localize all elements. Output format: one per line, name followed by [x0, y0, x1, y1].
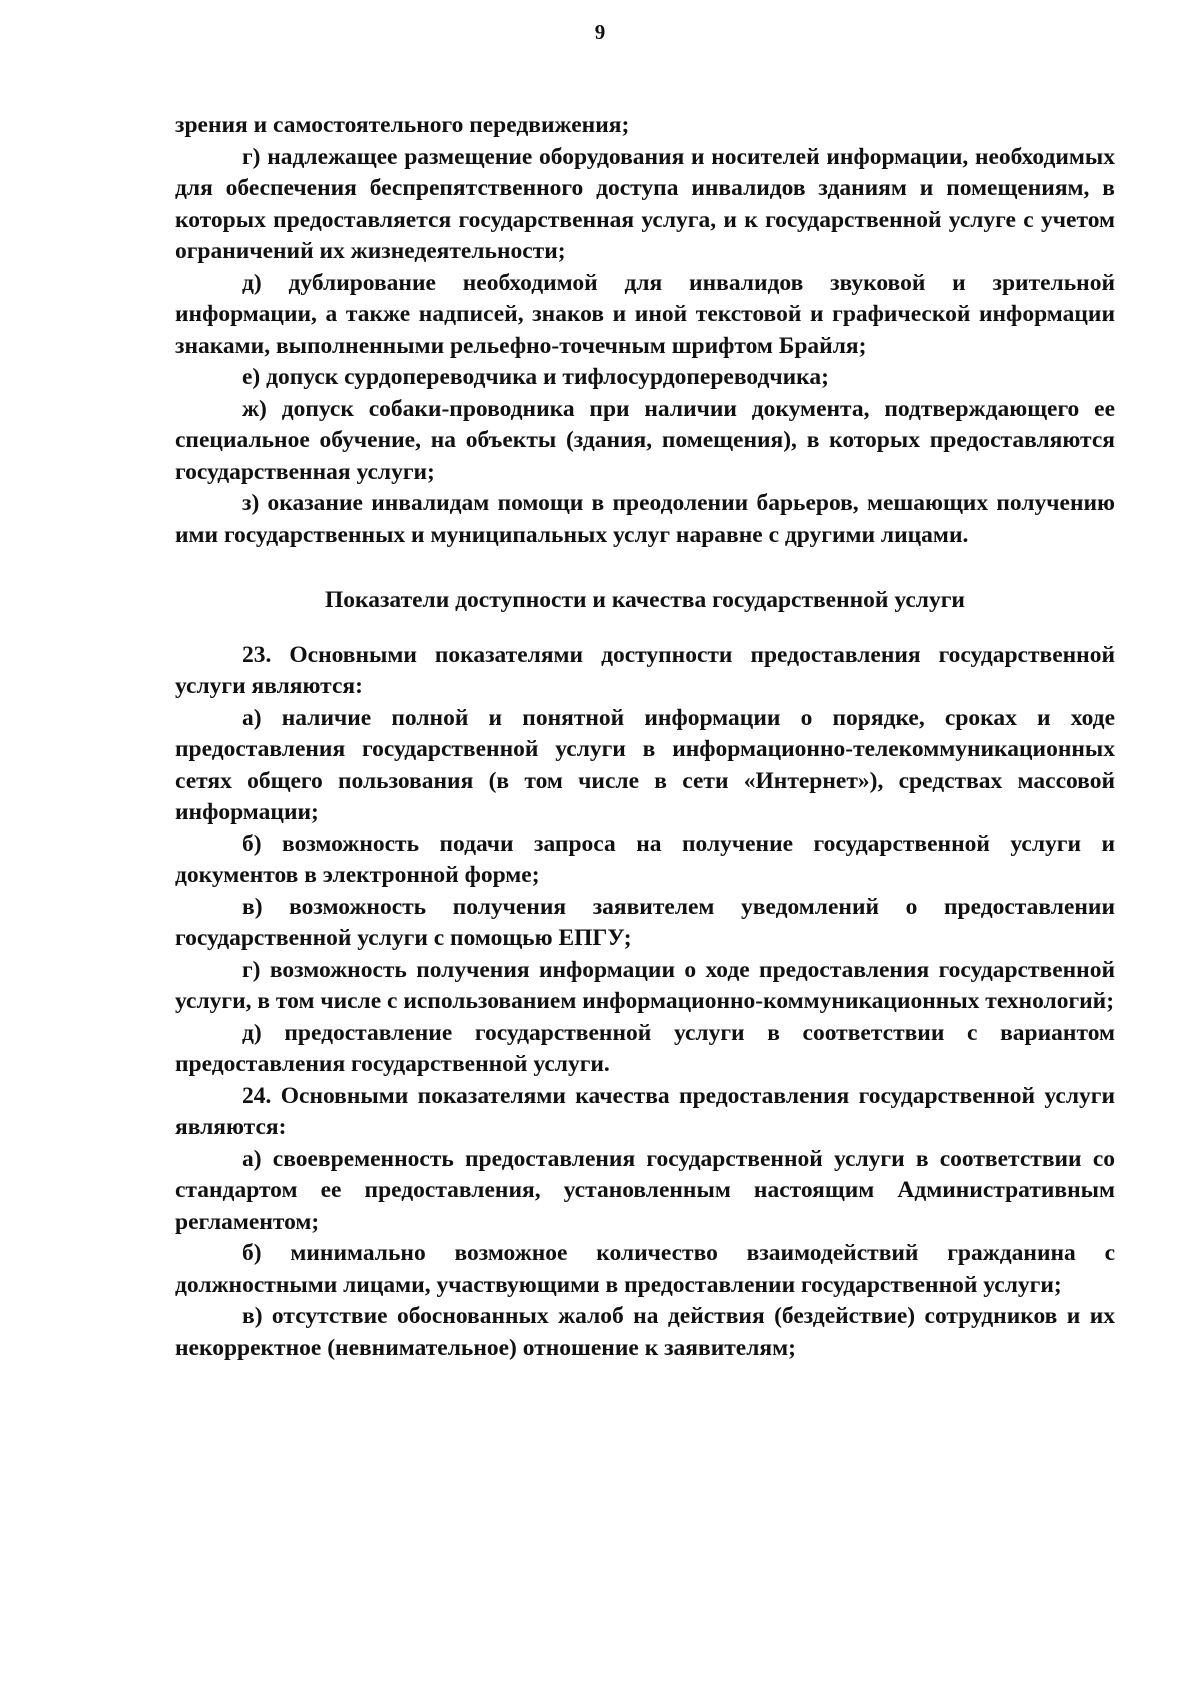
- document-body: [175, 110, 1115, 1364]
- paragraph-item-z: з) оказание инвалидам помощи в преодолении барьеров, мешающих получению ими государственных и муниципальных услуг наравне с другими лицами.: [175, 490, 1115, 548]
- paragraph-item-e: е) допуск сурдопереводчика и тифлосурдопереводчика;: [242, 364, 829, 390]
- paragraph-item-g: г) надлежащее размещение оборудования и носителей информации, необходимых для обеспечения беспрепятственного доступа инвалидов зданиям и помещениям, в которых предоставляется государственная услуга, и к государственной услуге с учетом ограничений их жизнедеятельности;: [175, 143, 1115, 264]
- paragraph-item-b: б) минимально возможное количество взаимодействий гражданина с должностными лицами, участвующими в предоставлении государственной услуги;: [175, 1240, 1115, 1298]
- paragraph-clause-24: 24. Основными показателями качества предоставления государственной услуги являются:: [175, 1082, 1115, 1140]
- section-heading: Показатели доступности и качества государственной услуги: [325, 587, 965, 613]
- paragraph-item-d: д) предоставление государственной услуги в соответствии с вариантом предоставления государственной услуги.: [175, 1019, 1115, 1077]
- paragraph-clause-23: 23. Основными показателями доступности предоставления государственной услуги являются:: [175, 641, 1115, 699]
- page-number: 9: [594, 20, 606, 44]
- paragraph-continuation: зрения и самостоятельного передвижения;: [175, 112, 630, 138]
- paragraph-item-zh: ж) допуск собаки-проводника при наличии документа, подтверждающего ее специальное обучение, на объекты (здания, помещения), в которых предоставляются государственная услуги;: [175, 395, 1115, 485]
- paragraph-item-g: г) возможность получения информации о ходе предоставления государственной услуги, в том числе с использованием информационно-коммуникационных технологий;: [175, 956, 1115, 1014]
- paragraph-item-v: в) возможность получения заявителем уведомлений о предоставлении государственной услуги с помощью ЕПГУ;: [175, 893, 1115, 951]
- paragraph-item-d: д) дублирование необходимой для инвалидов звуковой и зрительной информации, а также надписей, знаков и иной текстовой и графической информации знаками, выполненными рельефно-точечным шрифтом Брайля;: [175, 269, 1115, 359]
- paragraph-item-b: б) возможность подачи запроса на получение государственной услуги и документов в электронной форме;: [175, 830, 1115, 888]
- paragraph-item-a: а) наличие полной и понятной информации о порядке, сроках и ходе предоставления государственной услуги в информационно-телекоммуникационных сетях общего пользования (в том числе в сети «Интернет»), средствах массовой информации;: [175, 704, 1115, 825]
- paragraph-item-v: в) отсутствие обоснованных жалоб на действия (бездействие) сотрудников и их некорректное (невнимательное) отношение к заявителям;: [175, 1303, 1115, 1361]
- paragraph-item-a: а) своевременность предоставления государственной услуги в соответствии со стандартом ее предоставления, установленным настоящим Административным регламентом;: [175, 1145, 1115, 1235]
